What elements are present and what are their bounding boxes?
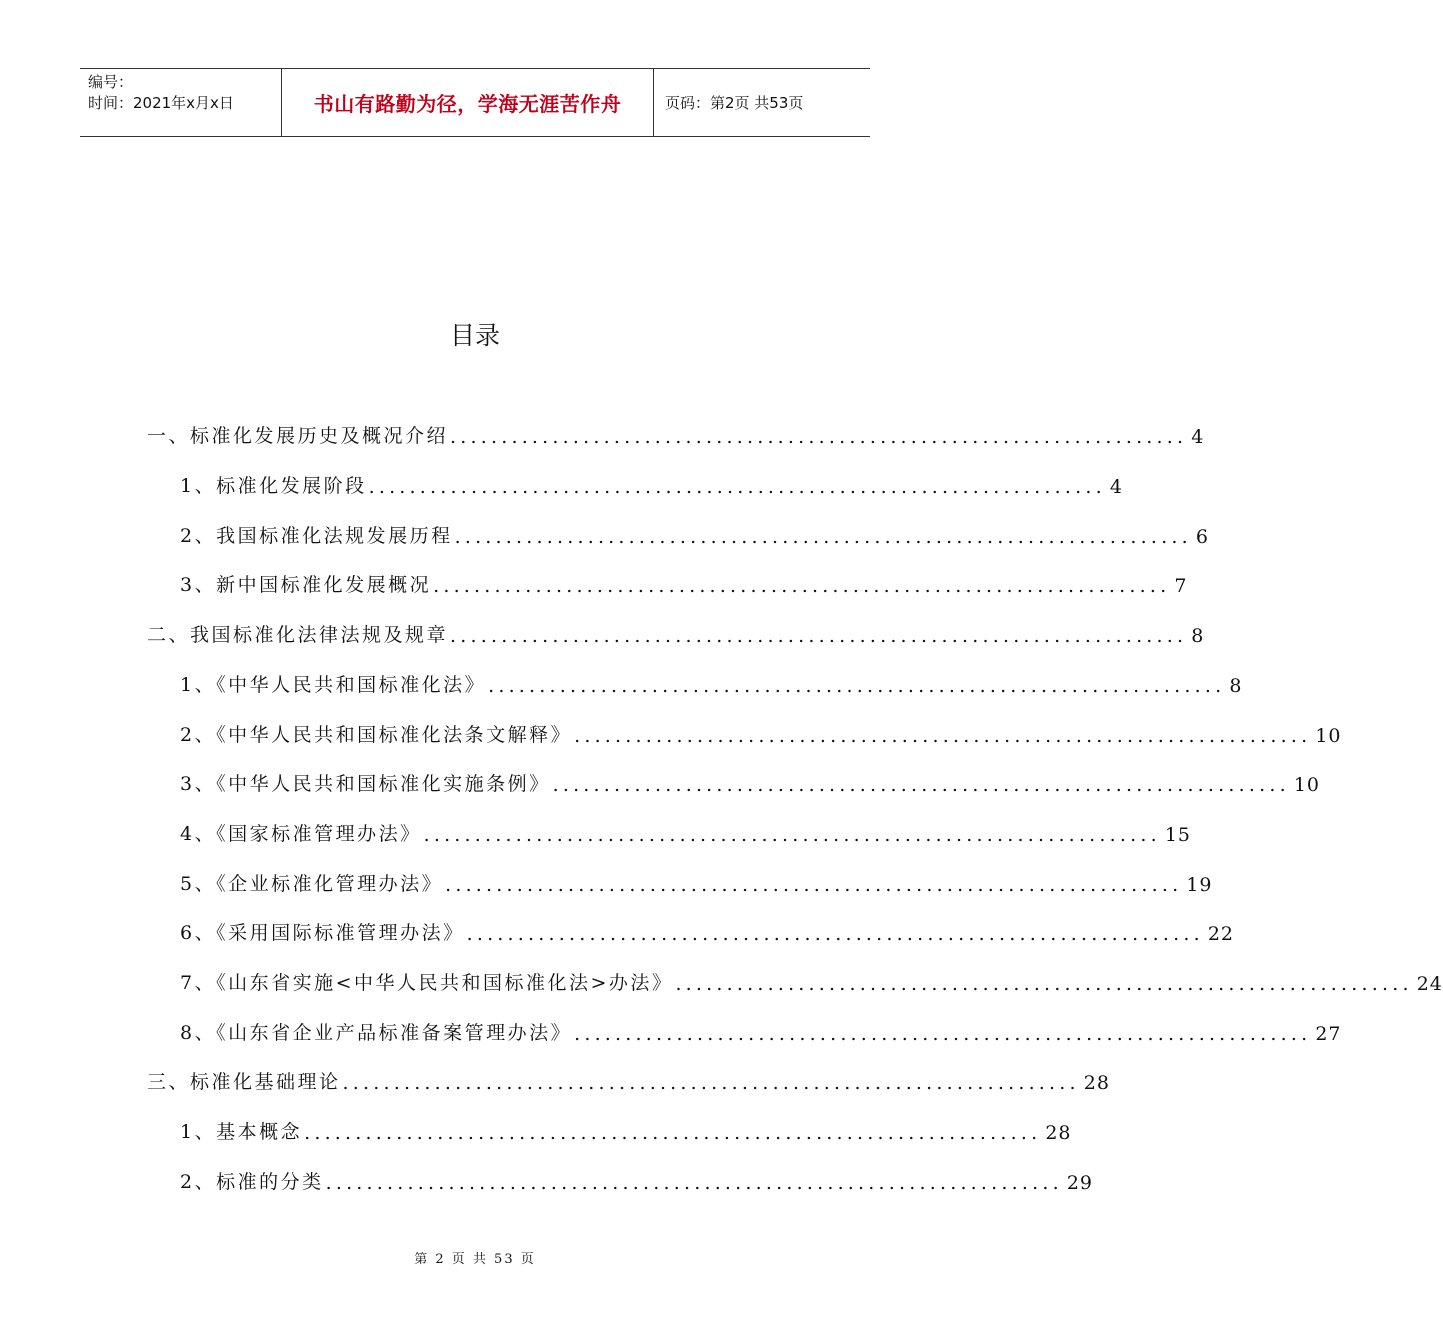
toc-entry[interactable] xyxy=(180,866,1213,896)
toc-entry-label: 2、标准的分类 xyxy=(180,1171,324,1193)
toc-entry-page: 8 xyxy=(1229,675,1243,697)
toc-entry[interactable] xyxy=(147,418,1205,448)
toc-entry[interactable] xyxy=(147,1064,1110,1094)
toc-entry-page: 19 xyxy=(1186,874,1213,896)
toc-entry-label: 6、《采用国际标准管理办法》 xyxy=(180,922,465,944)
toc-entry-page: 28 xyxy=(1083,1072,1110,1094)
toc-leader: ........................................................................ xyxy=(466,923,1204,945)
toc-entry[interactable] xyxy=(180,1114,1072,1144)
toc-leader: ........................................................................ xyxy=(342,1072,1080,1094)
toc-entry[interactable] xyxy=(180,518,1209,548)
date-label: 时间：2021年x月x日 xyxy=(88,94,234,112)
toc-entry-page: 7 xyxy=(1174,575,1188,597)
toc-leader: ........................................................................ xyxy=(488,675,1226,697)
toc-entry[interactable] xyxy=(180,1164,1094,1194)
toc-entry[interactable] xyxy=(180,915,1235,945)
toc-entry-label: 3、新中国标准化发展概况 xyxy=(180,574,432,596)
toc-leader: ........................................................................ xyxy=(304,1122,1042,1144)
toc-entry-page: 4 xyxy=(1191,426,1205,448)
toc-entry-label: 1、基本概念 xyxy=(180,1121,303,1143)
toc-entry-page: 28 xyxy=(1045,1122,1072,1144)
toc-entry-page: 22 xyxy=(1207,923,1235,945)
toc-leader: ........................................................................ xyxy=(325,1172,1063,1194)
toc-leader: ........................................................................ xyxy=(450,625,1188,647)
header-meta xyxy=(80,69,282,136)
toc-entry-label: 1、标准化发展阶段 xyxy=(180,475,367,497)
page-header xyxy=(80,68,870,137)
page-footer: 第 2 页 共 53 页 xyxy=(414,1252,536,1267)
toc-entry[interactable] xyxy=(180,965,1443,995)
toc-leader: ........................................................................ xyxy=(433,575,1171,597)
toc-entry-label: 3、《中华人民共和国标准化实施条例》 xyxy=(180,773,551,795)
toc-entry[interactable] xyxy=(180,717,1342,747)
toc-entry[interactable] xyxy=(180,468,1123,498)
toc-entry-label: 三、标准化基础理论 xyxy=(147,1071,341,1093)
toc-entry-page: 4 xyxy=(1109,476,1123,498)
page-title: 目录 xyxy=(449,321,500,350)
toc-entry-page: 10 xyxy=(1315,725,1342,747)
toc-entry-label: 4、《国家标准管理办法》 xyxy=(180,823,422,845)
toc-entry-page: 15 xyxy=(1164,824,1192,846)
toc-leader: ........................................................................ xyxy=(445,874,1183,896)
toc-leader: ........................................................................ xyxy=(574,1023,1312,1045)
toc-entry-label: 7、《山东省实施<中华人民共和国标准化法>办法》 xyxy=(180,972,674,994)
toc-entry-label: 2、《中华人民共和国标准化法条文解释》 xyxy=(180,724,573,746)
toc-leader: ........................................................................ xyxy=(368,476,1106,498)
toc-entry[interactable] xyxy=(180,667,1243,697)
toc-entry-page: 10 xyxy=(1293,774,1321,796)
toc-entry-page: 27 xyxy=(1315,1023,1342,1045)
toc-entry-label: 2、我国标准化法规发展历程 xyxy=(180,525,453,547)
header-page-info: 页码：第2页 共53页 xyxy=(665,94,804,112)
toc-entry-page: 29 xyxy=(1066,1172,1094,1194)
toc-entry-page: 24 xyxy=(1416,973,1443,995)
toc-entry-label: 5、《企业标准化管理办法》 xyxy=(180,873,444,895)
toc-entry-label: 二、我国标准化法律法规及规章 xyxy=(147,624,449,646)
header-motto: 书山有路勤为径，学海无涯苦作舟 xyxy=(282,69,654,136)
toc-entry-label: 8、《山东省企业产品标准备案管理办法》 xyxy=(180,1022,573,1044)
toc-entry[interactable] xyxy=(147,617,1205,647)
toc-entry-label: 1、《中华人民共和国标准化法》 xyxy=(180,674,487,696)
toc-leader: ........................................................................ xyxy=(675,973,1413,995)
toc-entry[interactable] xyxy=(180,766,1321,796)
toc-leader: ........................................................................ xyxy=(423,824,1161,846)
toc-entry-page: 8 xyxy=(1191,625,1205,647)
toc-entry[interactable] xyxy=(180,1015,1342,1045)
code-label: 编号： xyxy=(88,73,134,91)
toc-leader: ........................................................................ xyxy=(454,526,1192,548)
toc-entry[interactable] xyxy=(180,816,1192,846)
toc-leader: ........................................................................ xyxy=(552,774,1290,796)
toc-entry-page: 6 xyxy=(1195,526,1209,548)
toc-entry[interactable] xyxy=(180,567,1188,597)
toc-entry-label: 一、标准化发展历史及概况介绍 xyxy=(147,425,449,447)
toc-leader: ........................................................................ xyxy=(574,725,1312,747)
toc-leader: ........................................................................ xyxy=(450,426,1188,448)
